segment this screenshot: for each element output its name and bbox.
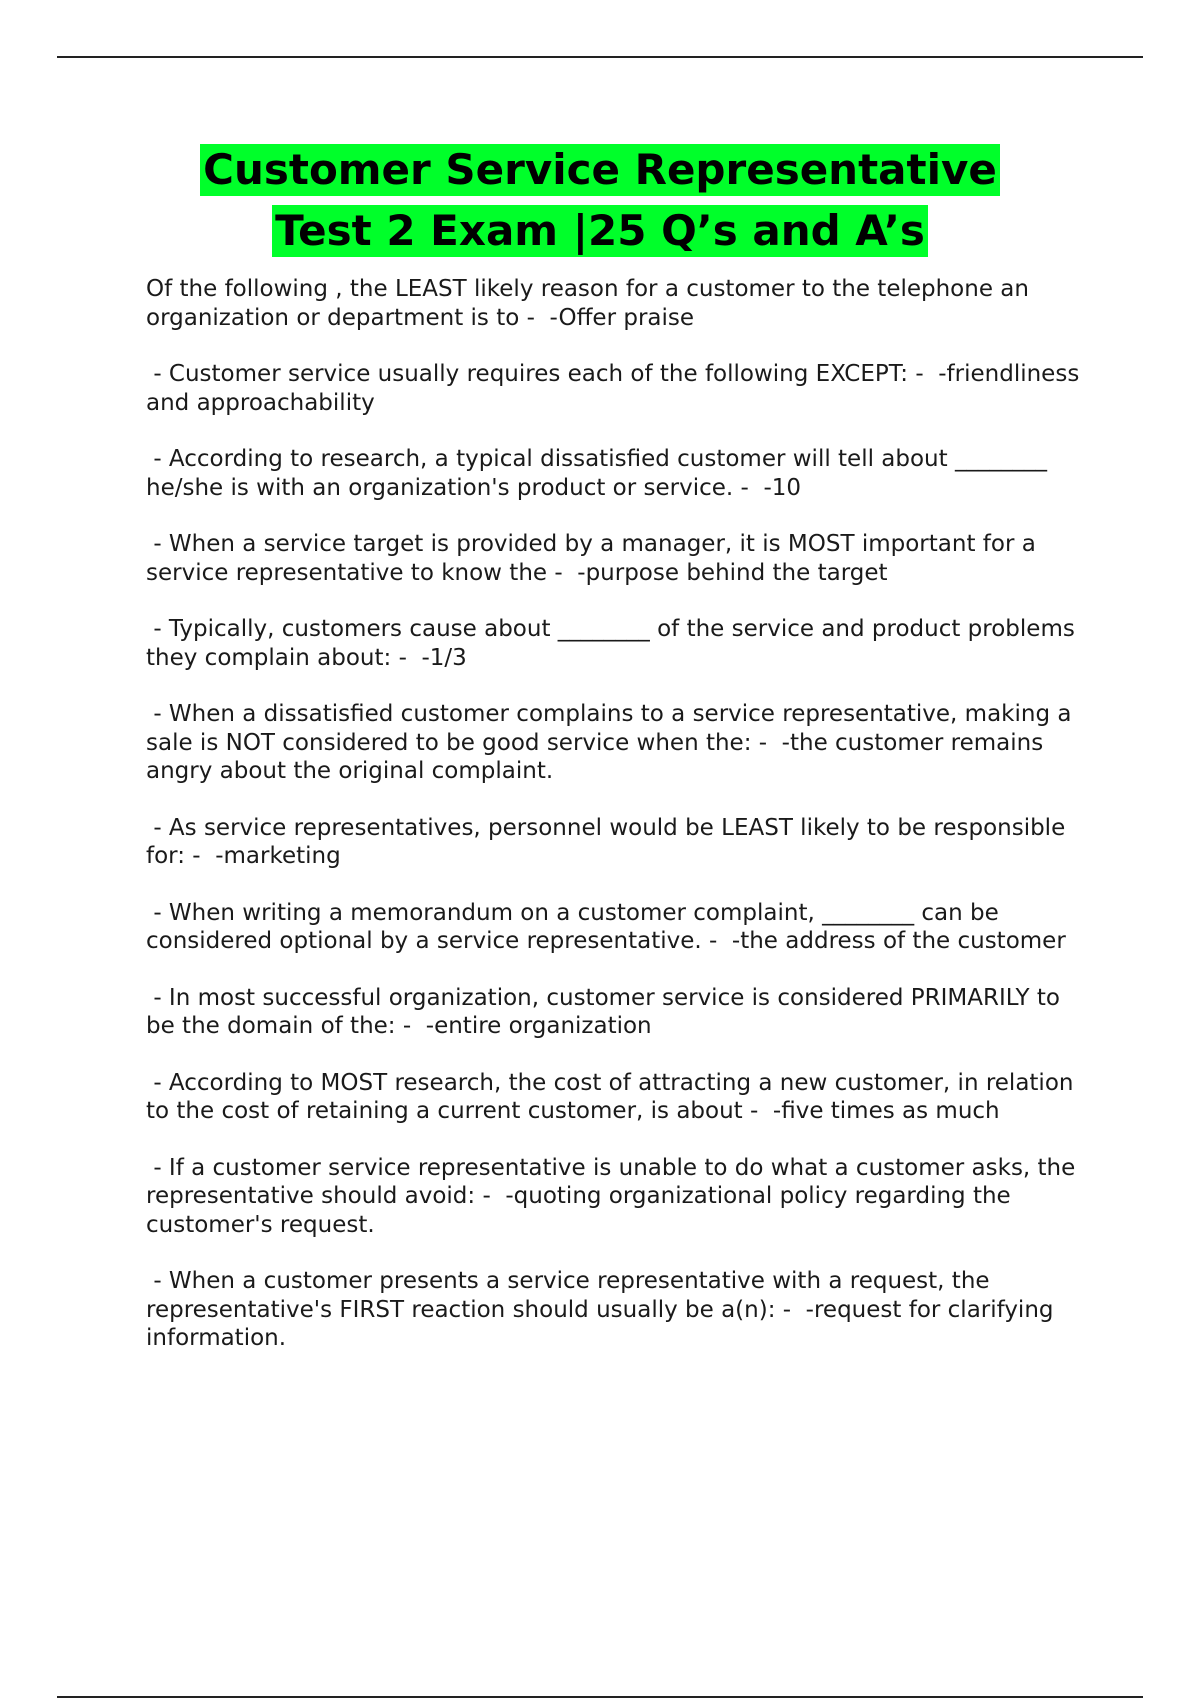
qa-item-10: - According to MOST research, the cost of attracting a new customer, in relation to the cost of retaining a current customer, is about - -five times as much: [146, 1069, 1081, 1124]
qa-item-9: - In most successful organization, customer service is considered PRIMARILY to be the domain of the: - -entire organization: [146, 984, 1068, 1039]
qa-item-8: - When writing a memorandum on a customer complaint, ________ can be considered optional by a service representative. - -the address of the customer: [146, 899, 1066, 954]
qa-list: [146, 275, 1096, 1381]
qa-item-2: - Customer service usually requires each of the following EXCEPT: - -friendliness and approachability: [146, 361, 1087, 416]
qa-item-6: - When a dissatisfied customer complains to a service representative, making a sale is NOT considered to be good service when the: - -the customer remains angry about the original complaint.: [146, 701, 1079, 784]
document-title: [0, 144, 1200, 266]
qa-item-5: - Typically, customers cause about ________ of the service and product problems they complain about: - -1/3: [146, 616, 1083, 671]
qa-item-12: - When a customer presents a service representative with a request, the representative's FIRST reaction should usually be a(n): - -request for clarifying information.: [146, 1268, 1061, 1351]
qa-item-7: - As service representatives, personnel would be LEAST likely to be responsible for: - -marketing: [146, 814, 1073, 869]
title-line-1: Customer Service Representative: [200, 144, 1000, 196]
qa-item-1: Of the following , the LEAST likely reason for a customer to the telephone an organization or department is to - -Offer praise: [146, 276, 1037, 331]
bottom-rule: [57, 1696, 1143, 1698]
qa-item-4: - When a service target is provided by a manager, it is MOST important for a service representative to know the - -purpose behind the target: [146, 531, 1044, 586]
qa-item-11: - If a customer service representative is unable to do what a customer asks, the representative should avoid: - -quoting organizational policy regarding the customer's request.: [146, 1154, 1083, 1238]
title-line-2: Test 2 Exam |25 Q’s and A’s: [272, 205, 928, 257]
qa-item-3: - According to research, a typical dissatisfied customer will tell about ________ he/she is with an organization's product or service. - -10: [146, 446, 1055, 501]
top-rule: [57, 56, 1143, 58]
